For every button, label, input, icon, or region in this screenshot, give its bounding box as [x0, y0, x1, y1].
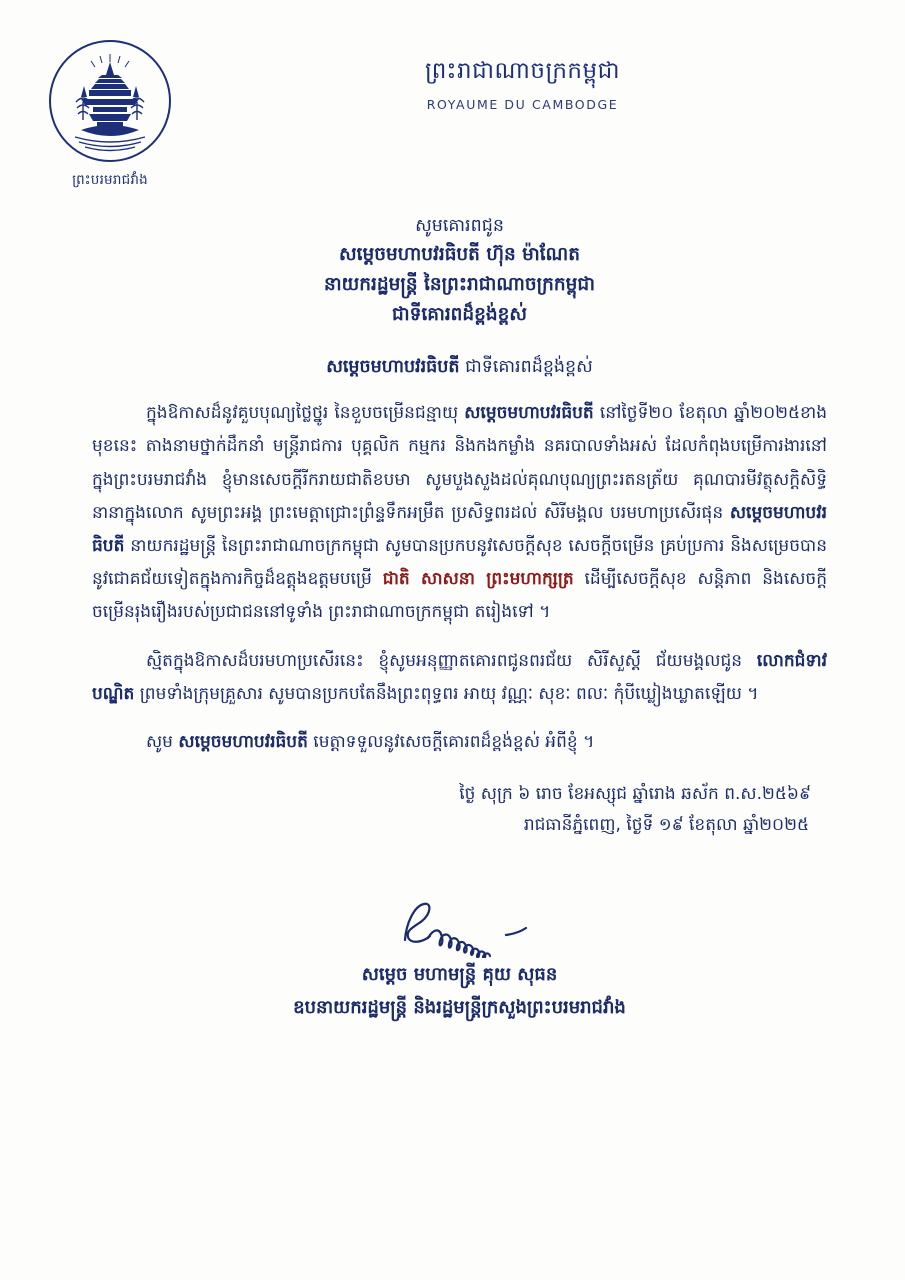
- addressee-title: សម្តេចមហាបវរធិបតី: [326, 357, 460, 378]
- p3-segment-a: សូម: [146, 731, 179, 752]
- paragraph-3-closing: [92, 726, 827, 759]
- addressee-line: [92, 355, 827, 381]
- handwritten-signature-icon: [92, 888, 827, 958]
- p2-bold-title: លោកជំទាវបណ្ឌិត: [92, 651, 827, 705]
- p1-bold-title-1: សម្តេចមហាបវរធិបតី: [464, 403, 594, 424]
- salutation-line-4: ជាទីគោរពដ៏ខ្ពង់ខ្ពស់: [391, 304, 528, 326]
- p1-highlight-nation-religion-king: ជាតិ សាសនា ព្រះមហាក្សត្រ: [382, 568, 574, 589]
- p1-segment-c: នៅថ្ងៃទី២០ ខែតុលា ឆ្នាំ២០២៥ខាងមុខនេះ តាងនាមថ្នាក់ដឹកនាំ មន្ត្រីរាជការ បុគ្គលិក កម្មករ និងកងកម្លាំង នគរបាលទាំងអស់ ដែលកំពុងបម្រើការងារនៅក្នុងព្រះបរមរាជវាំង ខ្ញុំមានសេចក្តីរីករាយជាតិខបមា សូមបួងសួងដល់គុណបុណ្យព្រះរតនត្រ័យ គុណបារមីវត្ថុសក្តិសិទ្ធិនានាក្នុងលោក សូមព្រះអង្គ ព្រះមេត្តាជ្រោះព្រំន្ទទឹកអម្រឹត ប្រសិទ្ធពរដល់ សិរីមង្គល បរមហាប្រសើរផុន: [92, 403, 827, 523]
- kingdom-title-french: ROYAUME DU CAMBODGE: [426, 97, 619, 113]
- salutation-line-1: សូមគោរពជូន: [415, 216, 504, 236]
- p2-segment-c: ព្រមទាំងក្រុមគ្រួសារ សូមបានប្រកបតែនឹងព្រះពុទ្ធពរ អាយុ វណ្ណៈ សុខៈ ពលៈ កុំបីឃ្លៀងឃ្លាតឡើយ ។: [134, 684, 759, 705]
- date-lunar: ថ្ងៃ សុក្រ ៦ រោច ខែអស្សុជ ឆ្នាំរោង ឆស័ក ព.ស.២៥៦៩: [459, 783, 811, 804]
- signatory-name: សម្តេច មហាមន្ត្រី គុយ សុធន: [361, 963, 558, 985]
- signature-block: [92, 888, 827, 1022]
- p3-segment-c: មេត្តាទទួលនូវសេចក្តីគោរពដ៏ខ្ពង់ខ្ពស់ អំពីខ្ញុំ ។: [307, 731, 595, 752]
- emblem-caption: ព្រះបរមរាជវាំង: [72, 172, 148, 188]
- date-gregorian: រាជធានីភ្នំពេញ, ថ្ងៃទី ១៩ ខែតុលា ឆ្នាំ២០២៥: [523, 815, 809, 836]
- addressee-honorific: ជាទីគោរពដ៏ខ្ពង់ខ្ពស់: [459, 357, 593, 378]
- salutation-line-2: សម្តេចមហាបវរធិបតី ហ៊ុន ម៉ាណែត: [339, 244, 580, 266]
- kingdom-title-khmer: ព្រះរាជាណាចក្រកម្ពុជា: [424, 58, 621, 84]
- paragraph-1: [92, 397, 827, 629]
- salutation-block: [92, 212, 827, 330]
- p1-segment-f: ដើម្បីសេចក្តីសុខ សន្តិភាព និងសេចក្តីចម្រើនរុងរឿងរបស់ប្រជាជននៅទូទាំង ព្រះរាជាណាចក្រកម្ពុជា តរៀងទៅ ។: [92, 568, 827, 623]
- date-block: [92, 779, 827, 842]
- document-body: [92, 212, 827, 1022]
- signatory-role: ឧបនាយករដ្ឋមន្ត្រី និងរដ្ឋមន្ត្រីក្រសួងព្រះបរមរាជវាំង: [293, 996, 626, 1018]
- kingdom-title-block: [180, 56, 865, 112]
- p1-segment-a: ក្នុងឱកាសដ៏នូវគួបបុណ្យថ្លៃថ្នូរ នៃខួបចម្រើនជន្មាយុ: [146, 403, 465, 424]
- salutation-line-3: នាយករដ្ឋមន្ត្រី នៃព្រះរាជាណាចក្រកម្ពុជា: [324, 274, 595, 296]
- royal-emblem-block: [45, 40, 175, 191]
- p1-segment-e: នាយករដ្ឋមន្ត្រី នៃព្រះរាជាណាចក្រកម្ពុជា សូមបានប្រកបនូវសេចក្តីសុខ សេចក្តីចម្រើន គ្រប់ប្រការ និងសម្រេចបាននូវជោគជ័យទៀតក្នុងការកិច្ចដ៏ឧត្តុងឧត្តមបម្រើ: [92, 535, 827, 589]
- p3-bold-title: សម្តេចមហាបវរធិបតី: [178, 731, 308, 752]
- royal-palace-emblem-icon: [49, 40, 171, 162]
- paragraph-2: [92, 645, 827, 711]
- document-header: [0, 34, 905, 204]
- p2-segment-a: ស្មិតក្នុងឱកាសដ៏បរមហាប្រសើរនេះ ខ្ញុំសូមអនុញ្ញាតគោរពជូនពរជ័យ សិរីសួស្តី ជ័យមង្គលជូន: [146, 651, 757, 672]
- p1-bold-title-2: សម្តេចមហាបវរធិបតី: [92, 502, 827, 556]
